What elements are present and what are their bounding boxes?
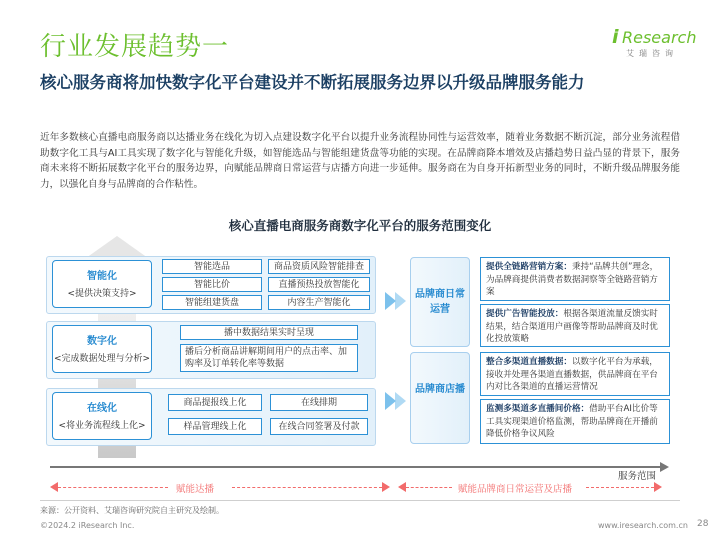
right-item-ads-head: 提供广告智能投放： [486, 309, 564, 319]
cell-preheat-ads: 直播预热投放智能化 [268, 277, 370, 292]
chevron-right-icon [395, 392, 406, 410]
cell-realtime-data: 播中数据结果实时呈现 [180, 325, 358, 340]
axis-arrow-icon [660, 462, 669, 472]
right-group-store-live [410, 352, 470, 444]
right-item-integrate-data [480, 352, 670, 396]
cell-product-submit: 商品提报线上化 [168, 394, 262, 411]
range-right-arrow-icon [382, 482, 390, 492]
row-title-digital: 数字化 [87, 336, 117, 347]
label-empower-brand: 赋能品牌商日常运营及店播 [458, 484, 573, 495]
cell-smart-selection: 智能选品 [162, 259, 262, 274]
right-item-marketing [480, 257, 670, 301]
range-dash-right-2 [586, 487, 654, 488]
cell-smart-assortment: 智能组建货盘 [162, 295, 262, 310]
website-link[interactable]: www.iresearch.com.cn [598, 521, 688, 530]
row-title-online: 在线化 [87, 403, 117, 414]
cell-smart-price: 智能比价 [162, 277, 262, 292]
iresearch-logo [612, 26, 702, 60]
right-item-marketing-body: 秉持“品牌共创”理念，为品牌商提供消费者数据洞察等全链路营销方案 [486, 262, 659, 297]
source-note: 来源：公开资料、艾瑞咨询研究院自主研究及绘制。 [40, 506, 224, 515]
service-scope-axis [50, 466, 662, 468]
right-item-ads [480, 304, 670, 347]
range-left-arrow-icon [398, 482, 406, 492]
diagram-title: 核心直播电商服务商数字化平台的服务范围变化 [228, 218, 492, 233]
range-dash-left [58, 487, 168, 488]
row-subtitle-digital: <完成数据处理与分析> [53, 354, 151, 364]
chevron-right-icon [395, 292, 406, 310]
cell-online-contract: 在线合同签署及付款 [270, 418, 368, 435]
right-label-daily-ops: 品牌商日常运营 [415, 289, 465, 315]
row-box-online [52, 392, 152, 440]
right-item-marketing-head: 提供全链路营销方案： [486, 262, 572, 272]
page-number: 28 [697, 519, 709, 529]
range-dash-left-2 [232, 487, 382, 488]
logo-i-letter: i [612, 26, 619, 48]
cell-sample-management: 样品管理线上化 [168, 418, 262, 435]
range-dash-right [406, 487, 452, 488]
right-item-price-body: 借助平台AI比价等工具实现渠道价格监测，帮助品牌商在开播前降低价格争议风险 [486, 404, 658, 439]
footer-divider [40, 500, 680, 501]
range-right-arrow-icon [654, 482, 662, 492]
cell-online-schedule: 在线排期 [270, 394, 368, 411]
axis-label: 服务范围 [618, 471, 657, 482]
intro-paragraph: 近年多数核心直播电商服务商以达播业务在线化为切入点建设数字化平台以提升业务流程协同性与运营效率，随着业务数据不断沉淀，部分业务流程借助数字化工具与AI工具实现了数字化与智能化升级，如智能选品与智能组建货盘等功能的实现。在品牌商降本增效及店播趋势日益凸显的背景下，服务商未来将不断拓展数字化平台的服务边界，向赋能品牌商日常运营与店播方向进一步延伸。服务商在为自身开拓新型业务的同时，不断升级品牌服务能力，以强化自身与品牌商的合作粘性。 [40, 132, 680, 190]
row-title-intelligent: 智能化 [87, 271, 117, 282]
row-box-digital [52, 325, 152, 373]
logo-chinese: 艾瑞咨询 [626, 49, 678, 58]
right-item-integrate-body: 以数字化平台为承载，接收并处理各渠道直播数据，供品牌商在平台内对比各渠道的直播运营情况 [486, 357, 658, 392]
right-item-price-head: 监测多渠道多直播间价格： [486, 404, 590, 414]
copyright: ©2024.2 iResearch Inc. [40, 521, 135, 530]
logo-wordmark: Research [622, 28, 697, 47]
row-subtitle-intelligent: <提供决策支持> [67, 289, 137, 299]
page-title: 行业发展趋势一 [40, 32, 230, 62]
row-subtitle-online: <将业务流程线上化> [58, 421, 146, 431]
cell-risk-check: 商品资质风险智能排查 [268, 259, 370, 274]
right-item-integrate-head: 整合多渠道直播数据： [486, 357, 572, 367]
cell-content-production: 内容生产智能化 [268, 295, 370, 310]
page-subtitle: 核心服务商将加快数字化平台建设并不断拓展服务边界以升级品牌服务能力 [40, 73, 585, 92]
row-box-intelligent [52, 260, 152, 308]
right-label-store-live: 品牌商店播 [415, 384, 465, 395]
label-empower-talent: 赋能达播 [176, 484, 215, 495]
right-item-price-monitor [480, 399, 670, 444]
range-left-arrow-icon [50, 482, 58, 492]
upward-arrow-head-icon [86, 236, 148, 258]
cell-post-analysis: 播后分析商品讲解期间用户的点击率、加购率及订单转化率等数据 [180, 344, 358, 372]
right-item-ads-body: 根据各渠道流量反馈实时结果，结合渠道用户画像等帮助品牌商及时优化投放策略 [486, 309, 658, 344]
